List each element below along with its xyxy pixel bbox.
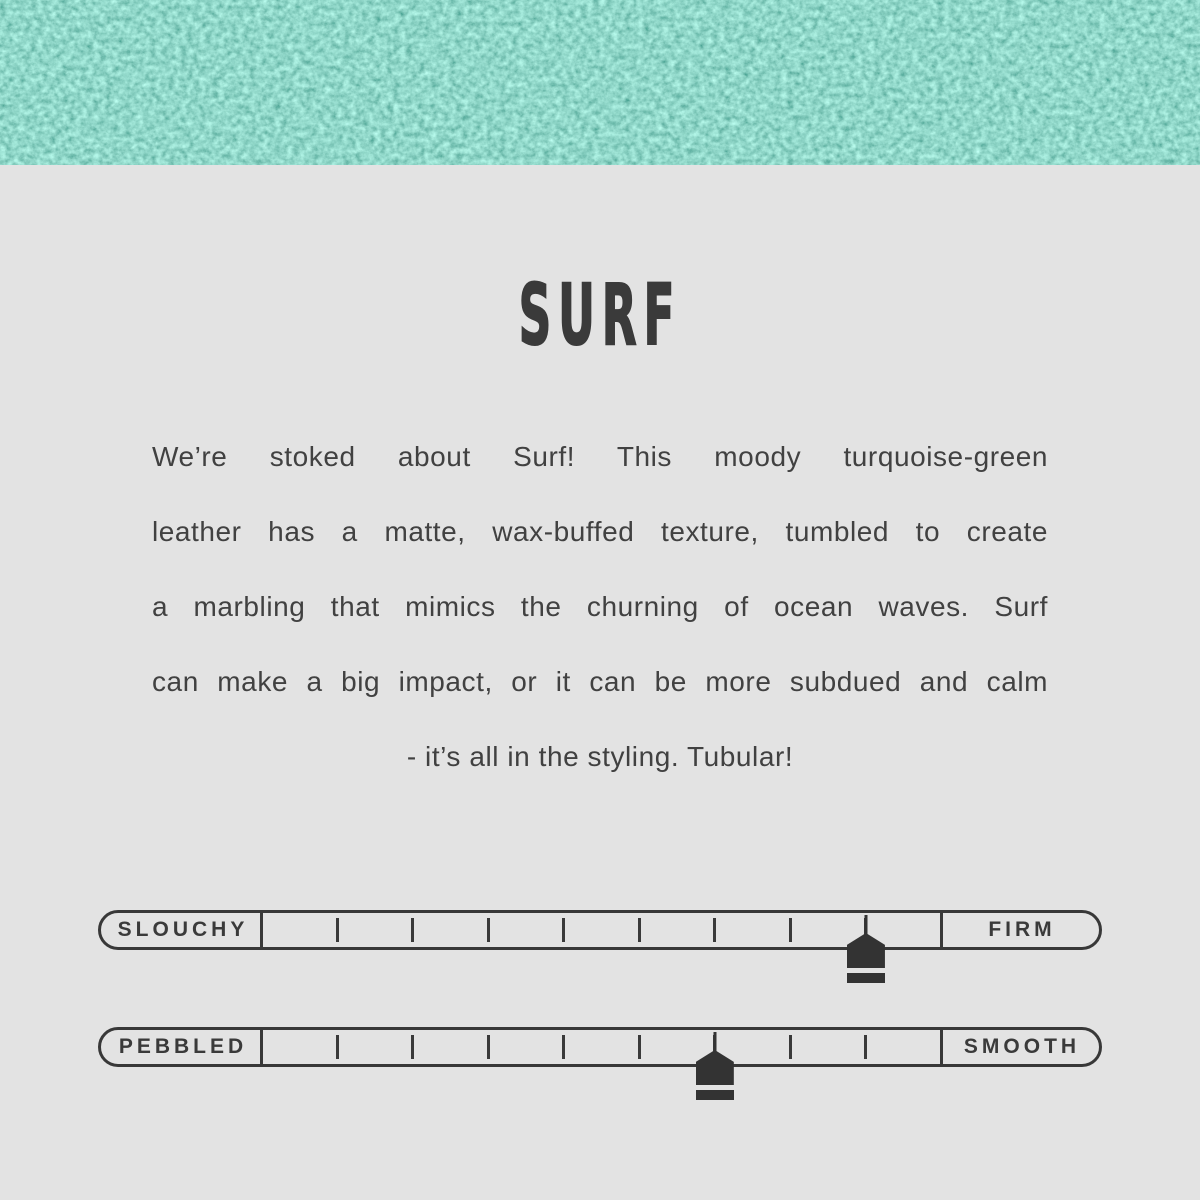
- tick-mark: [789, 918, 792, 942]
- tick-mark: [638, 918, 641, 942]
- marker-stem-icon: [713, 1032, 716, 1052]
- scale-marker: [696, 1032, 734, 1100]
- scale-pebbled-smooth: [98, 1027, 1102, 1067]
- marker-stem-icon: [864, 915, 867, 935]
- tick-mark: [411, 1035, 414, 1059]
- tick-mark: [638, 1035, 641, 1059]
- description-line: a marbling that mimics the churning of ocean waves. Surf: [152, 591, 1048, 622]
- page-title: SURF: [518, 266, 682, 364]
- tick-mark: [789, 1035, 792, 1059]
- scale-left-label: SLOUCHY: [117, 918, 249, 941]
- tick-mark: [562, 918, 565, 942]
- scale-right-label: FIRM: [988, 918, 1056, 941]
- scale-right-label: SMOOTH: [963, 1035, 1081, 1058]
- tick-mark: [336, 1035, 339, 1059]
- scale-left-cap: [101, 1030, 261, 1064]
- scale-marker: [847, 915, 885, 983]
- scale-left-cap: [101, 913, 261, 947]
- scale-track: [262, 1030, 942, 1064]
- tick-mark: [864, 1035, 867, 1059]
- marker-bar-icon: [696, 1090, 734, 1100]
- tick-mark: [562, 1035, 565, 1059]
- tick-mark: [487, 1035, 490, 1059]
- tick-mark: [336, 918, 339, 942]
- tick-mark: [713, 918, 716, 942]
- marker-bar-icon: [847, 973, 885, 983]
- scale-track: [262, 913, 942, 947]
- description-paragraph: [152, 419, 1048, 794]
- leather-texture-image: [0, 0, 1200, 165]
- scale-left-label: PEBBLED: [118, 1035, 248, 1058]
- scale-right-cap: [941, 1030, 1099, 1064]
- tick-mark: [411, 918, 414, 942]
- description-line: - it’s all in the styling. Tubular!: [406, 741, 794, 772]
- tick-mark: [487, 918, 490, 942]
- description-line: We’re stoked about Surf! This moody turquoise-green: [152, 441, 1048, 472]
- scale-slouchy-firm: [98, 910, 1102, 950]
- scale-right-cap: [941, 913, 1099, 947]
- description-line: leather has a matte, wax-buffed texture, tumbled to create: [152, 516, 1048, 547]
- marker-pentagon-icon: [696, 1050, 734, 1085]
- leather-texture-svg: [0, 0, 1200, 165]
- description-line: can make a big impact, or it can be more subdued and calm: [152, 666, 1048, 697]
- marker-pentagon-icon: [847, 933, 885, 968]
